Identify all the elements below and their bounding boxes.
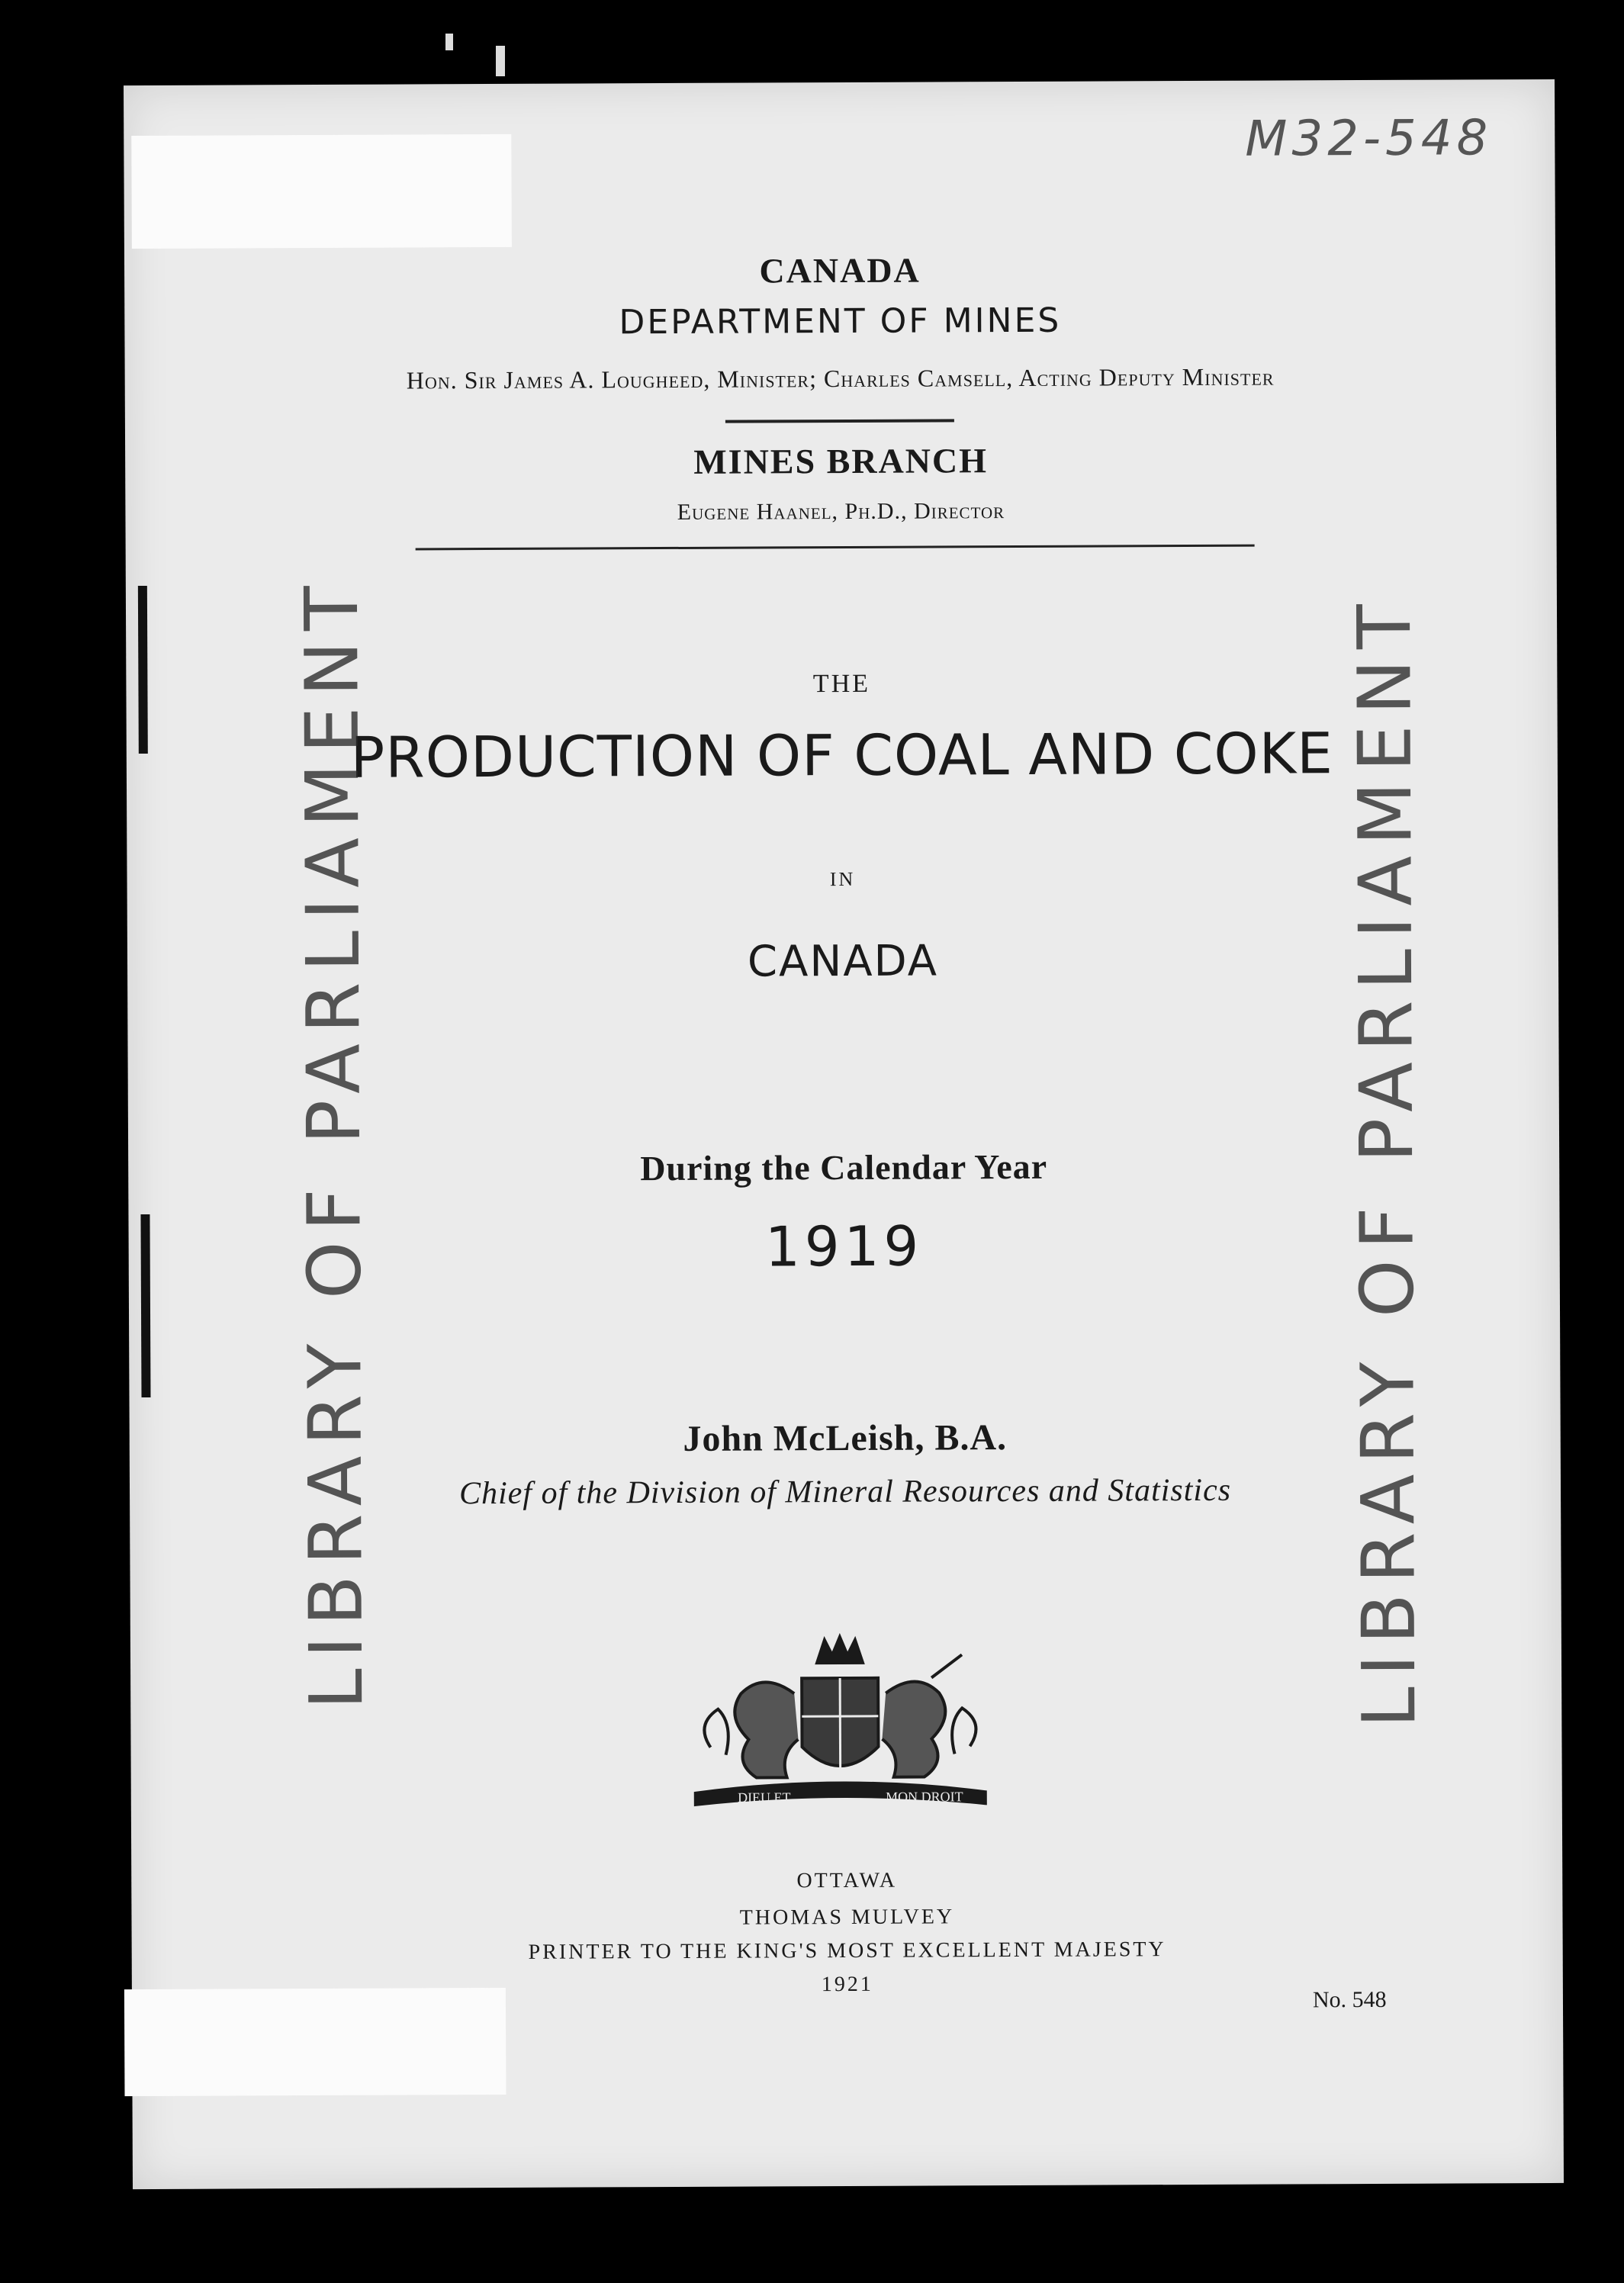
library-stamp-right: LIBRARY OF PARLIAMENT: [1341, 593, 1433, 1728]
cover-sheet: [124, 79, 1564, 2189]
header-director: Eugene Haanel, Ph.D., Director: [677, 498, 1005, 525]
period-year: 1919: [764, 1214, 924, 1279]
header-branch: MINES BRANCH: [693, 441, 989, 481]
title-in: IN: [829, 867, 856, 891]
scan-dust-mark: [496, 46, 505, 76]
coat-of-arms-motto-right: MON DROIT: [885, 1789, 963, 1805]
header-country: CANADA: [759, 250, 921, 291]
scan-dust-mark: [445, 34, 453, 50]
royal-coat-of-arms-icon: [680, 1632, 1001, 1816]
title-country: CANADA: [747, 936, 939, 987]
header-rule-long: [416, 545, 1255, 551]
imprint-year: 1921: [821, 1972, 873, 1997]
coat-of-arms-motto-left: DIEU ET: [738, 1789, 791, 1805]
imprint-printer: THOMAS MULVEY: [739, 1905, 955, 1930]
header-department: DEPARTMENT OF MINES: [619, 301, 1062, 342]
period-label: During the Calendar Year: [640, 1146, 1048, 1188]
title-the: THE: [812, 669, 871, 699]
report-number: No. 548: [1312, 1986, 1387, 2013]
title-main: PRODUCTION OF COAL AND COKE: [350, 721, 1334, 791]
label-residue-top: [131, 134, 512, 249]
imprint-printer-title: PRINTER TO THE KING'S MOST EXCELLENT MAJESTY: [528, 1937, 1166, 1964]
imprint-city: OTTAWA: [796, 1868, 898, 1893]
header-rule-short: [725, 419, 954, 423]
author-name: John McLeish, B.A.: [683, 1417, 1008, 1459]
header-officials: Hon. Sir James A. Lougheed, Minister; Charles Camsell, Acting Deputy Minister: [406, 362, 1275, 394]
library-stamp-left: LIBRARY OF PARLIAMENT: [288, 574, 380, 1710]
author-role: Chief of the Division of Mineral Resources and Statistics: [458, 1472, 1232, 1512]
handwritten-catalogue-number: M32-548: [1245, 110, 1493, 168]
label-residue-bottom: [124, 1988, 506, 2096]
